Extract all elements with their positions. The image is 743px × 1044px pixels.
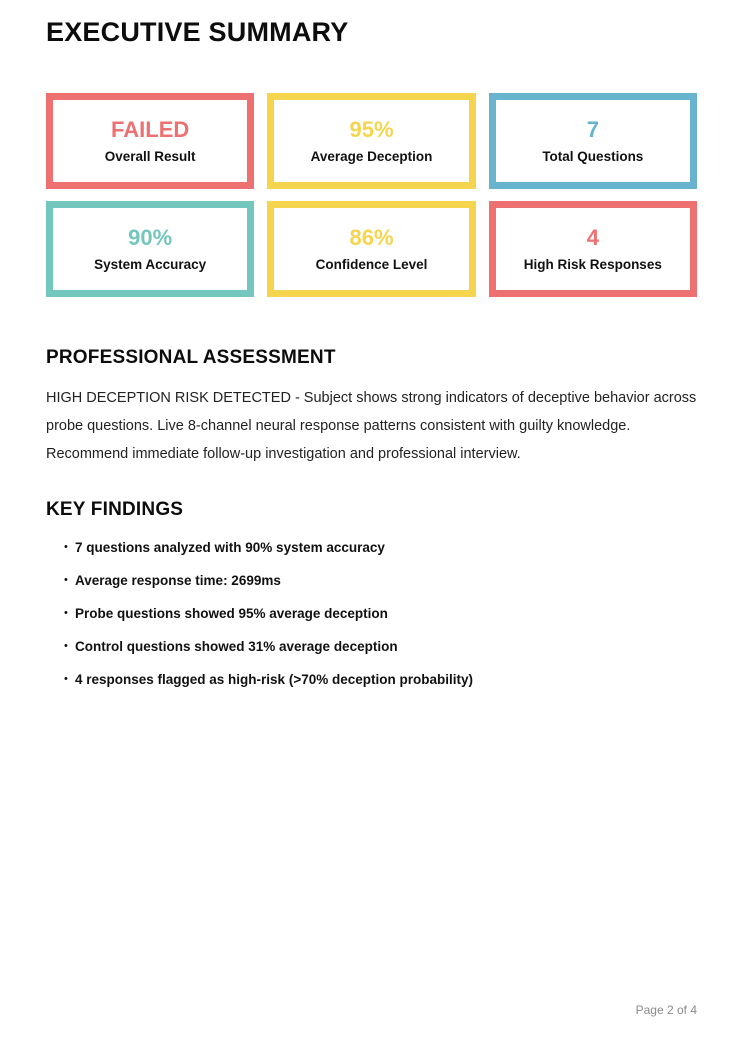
stat-value: 90%: [128, 225, 173, 251]
stat-value: 86%: [349, 225, 394, 251]
stat-label: Average Deception: [310, 149, 433, 165]
key-findings-section: [46, 499, 697, 689]
stat-label: High Risk Responses: [523, 257, 662, 273]
page-title: EXECUTIVE SUMMARY: [46, 17, 349, 47]
stat-card: [267, 93, 475, 189]
stat-card: [46, 201, 254, 297]
key-finding-item: • Average response time: 2699ms: [64, 573, 697, 589]
stat-card: [267, 201, 475, 297]
stat-value: 4: [586, 225, 599, 251]
key-finding-item: • 4 responses flagged as high-risk (>70% deception probability): [64, 672, 697, 688]
key-finding-item: • Probe questions showed 95% average deception: [64, 606, 697, 622]
stat-label: System Accuracy: [94, 257, 207, 273]
stat-label: Confidence Level: [315, 257, 428, 273]
page-number: Page 2 of 4: [635, 1003, 697, 1017]
stat-card: [489, 93, 697, 189]
stat-value: FAILED: [111, 117, 190, 143]
stat-card: [489, 201, 697, 297]
professional-assessment-body: HIGH DECEPTION RISK DETECTED - Subject shows strong indicators of deceptive behavior across probe questions. Live 8-channel neural response patterns consistent with guilty knowledge. Recommend immediate follow-up investigation and professional interview.: [46, 389, 697, 462]
key-findings-list: [46, 540, 697, 689]
stat-value: 95%: [349, 117, 394, 143]
professional-assessment-heading: PROFESSIONAL ASSESSMENT: [46, 346, 336, 368]
key-finding-item: • Control questions showed 31% average deception: [64, 639, 697, 655]
summary-cards: [46, 93, 697, 297]
stat-card: [46, 93, 254, 189]
stat-label: Overall Result: [104, 149, 196, 165]
key-finding-item: • 7 questions analyzed with 90% system accuracy: [64, 540, 697, 556]
key-findings-heading: KEY FINDINGS: [46, 498, 184, 520]
stat-label: Total Questions: [542, 149, 644, 165]
stat-value: 7: [586, 117, 599, 143]
professional-assessment-section: [46, 347, 697, 468]
